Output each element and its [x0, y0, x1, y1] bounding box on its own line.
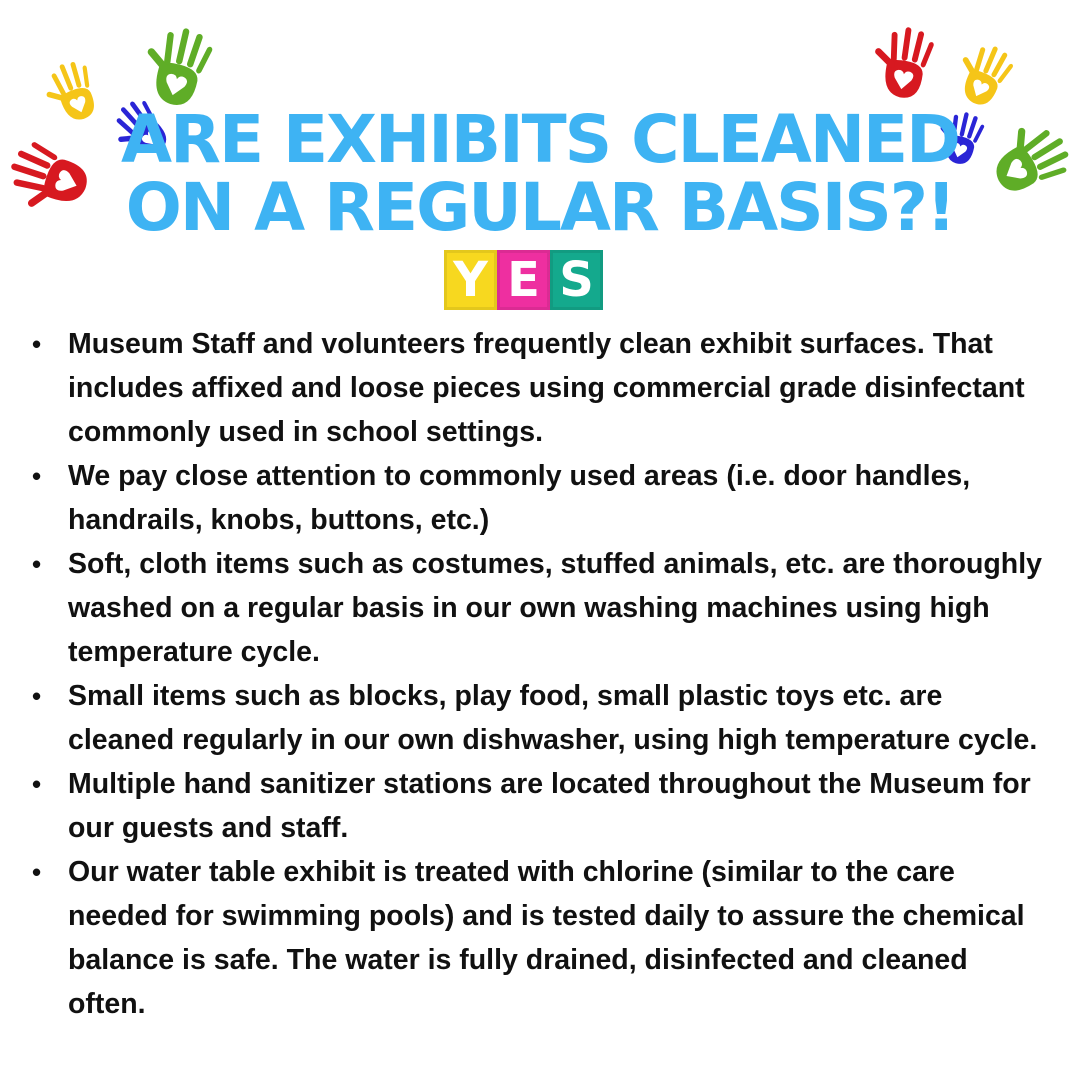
list-item: [32, 850, 1052, 1026]
yes-letter-s: S: [550, 250, 603, 310]
list-item: [32, 542, 1052, 674]
list-item: [32, 454, 1052, 542]
list-item-text: Multiple hand sanitizer stations are located throughout the Museum for our guests and staff.: [68, 768, 1031, 844]
yes-letter-y: Y: [444, 250, 497, 310]
list-item: [32, 674, 1052, 762]
page-title-line-1: ARE EXHIBITS CLEANED: [121, 101, 959, 178]
bullet: •: [32, 857, 42, 887]
list-item-text: Our water table exhibit is treated with chlorine (similar to the care needed for swimming pools) and is tested daily to assure the chemical balance is safe. The water is fully drained, disinfected and cleaned often.: [68, 856, 1025, 1020]
cleaning-info-list: [32, 322, 1052, 1026]
red-handprint-icon: [855, 15, 952, 112]
list-item: [32, 322, 1052, 454]
yes-letter-e: E: [497, 250, 550, 310]
list-item-text: Soft, cloth items such as costumes, stuffed animals, etc. are thoroughly washed on a regular basis in our own washing machines using high temperature cycle.: [68, 548, 1042, 668]
bullet: •: [32, 769, 42, 799]
bullet: •: [32, 329, 42, 359]
bullet: •: [32, 549, 42, 579]
list-item-text: Museum Staff and volunteers frequently clean exhibit surfaces. That includes affixed and loose pieces using commercial grade disinfectant commonly used in school settings.: [68, 328, 1025, 448]
yes-answer: [444, 250, 603, 310]
list-item-text: We pay close attention to commonly used areas (i.e. door handles, handrails, knobs, buttons, etc.): [68, 460, 971, 536]
list-item: [32, 762, 1052, 850]
page-title-line-2: ON A REGULAR BASIS?!: [125, 169, 955, 246]
bullet: •: [32, 461, 42, 491]
list-item-text: Small items such as blocks, play food, small plastic toys etc. are cleaned regularly in our own dishwasher, using high temperature cycle.: [68, 680, 1038, 756]
bullet: •: [32, 681, 42, 711]
